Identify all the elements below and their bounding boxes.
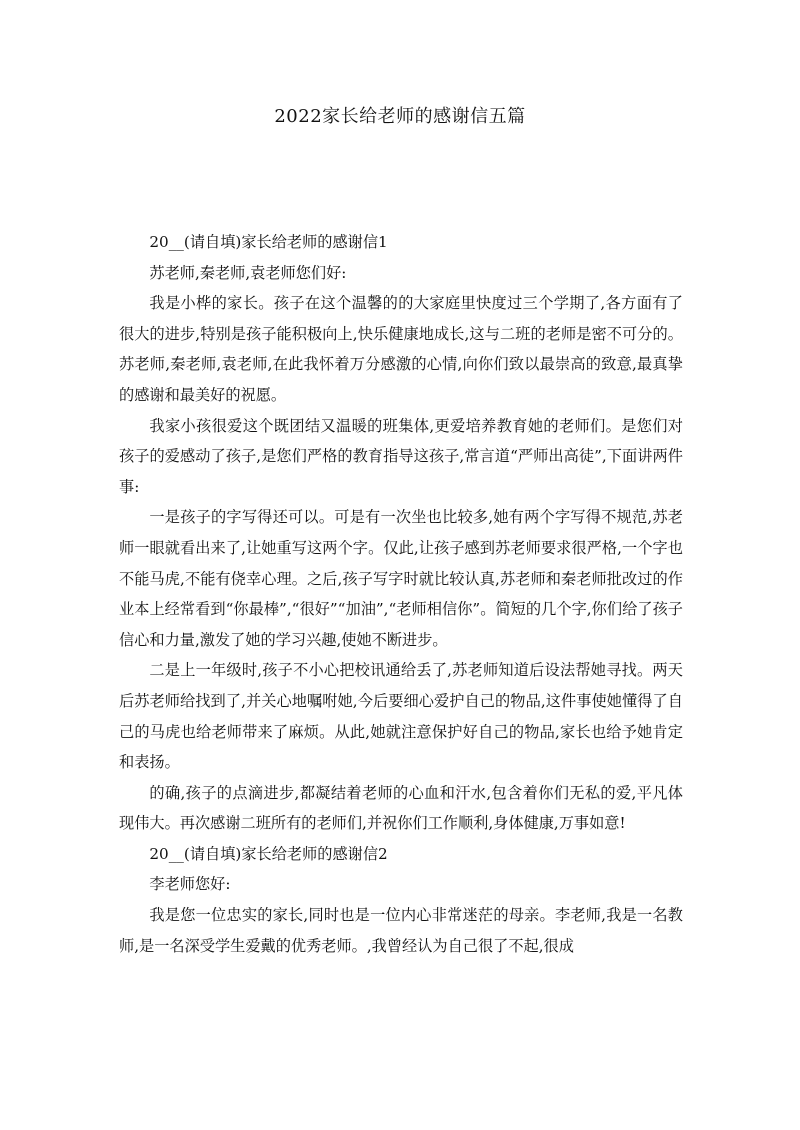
paragraph: 二是上一年级时,孩子不小心把校讯通给丢了,苏老师知道后设法帮她寻找。两天后苏老师给找到了,并关心地嘱咐她,今后要细心爱护自己的物品,这件事使她懂得了自己的马虎也给老师带来了麻烦。从此,她就注意保护好自己的物品,家长也给予她肯定和表扬。 [119, 661, 683, 772]
letter-2-heading: 20__(请自填)家长给老师的感谢信2 [149, 844, 388, 863]
document-body [119, 227, 683, 961]
letter-1-heading: 20__(请自填)家长给老师的感谢信1 [149, 233, 388, 251]
paragraph: 我家小孩很爱这个既团结又温暖的班集体,更爱培养教育她的老师们。是您们对孩子的爱感动了孩子,是您们严格的教育指导这孩子,常言道“严师出高徒”,下面讲两件事: [119, 416, 683, 496]
letter-2-salutation: 李老师您好: [149, 875, 231, 894]
paragraph: 一是孩子的字写得还可以。可是有一次坐也比较多,她有两个字写得不规范,苏老师一眼就看出来了,让她重写这两个字。仅此,让孩子感到苏老师要求很严格,一个字也不能马虎,不能有侥幸心理。之后,孩子写字时就比较认真,苏老师和秦老师批改过的作业本上经常看到“你最棒”,“很好”“加油”,“老师相信你”。简短的几个字,你们给了孩子信心和力量,激发了她的学习兴趣,使她不断进步。 [119, 508, 683, 649]
paragraph: 我是您一位忠实的家长,同时也是一位内心非常迷茫的母亲。李老师,我是一名教师,是一名深受学生爱戴的优秀老师。,我曾经认为自己很了不起,很成 [119, 906, 683, 955]
letter-1-salutation: 苏老师,秦老师,袁老师您们好: [149, 263, 347, 282]
document-title: 2022家长给老师的感谢信五篇 [274, 106, 526, 127]
paragraph: 的确,孩子的点滴进步,都凝结着老师的心血和汗水,包含着你们无私的爱,平凡体现伟大。再次感谢二班所有的老师们,并祝你们工作顺利,身体健康,万事如意! [119, 783, 683, 833]
paragraph: 我是小桦的家长。孩子在这个温馨的的大家庭里快度过三个学期了,各方面有了很大的进步,特别是孩子能积极向上,快乐健康地成长,这与二班的老师是密不可分的。苏老师,秦老师,袁老师,在此我怀着万分感激的心情,向你们致以最崇高的致意,最真挚的感谢和最美好的祝愿。 [119, 294, 683, 404]
